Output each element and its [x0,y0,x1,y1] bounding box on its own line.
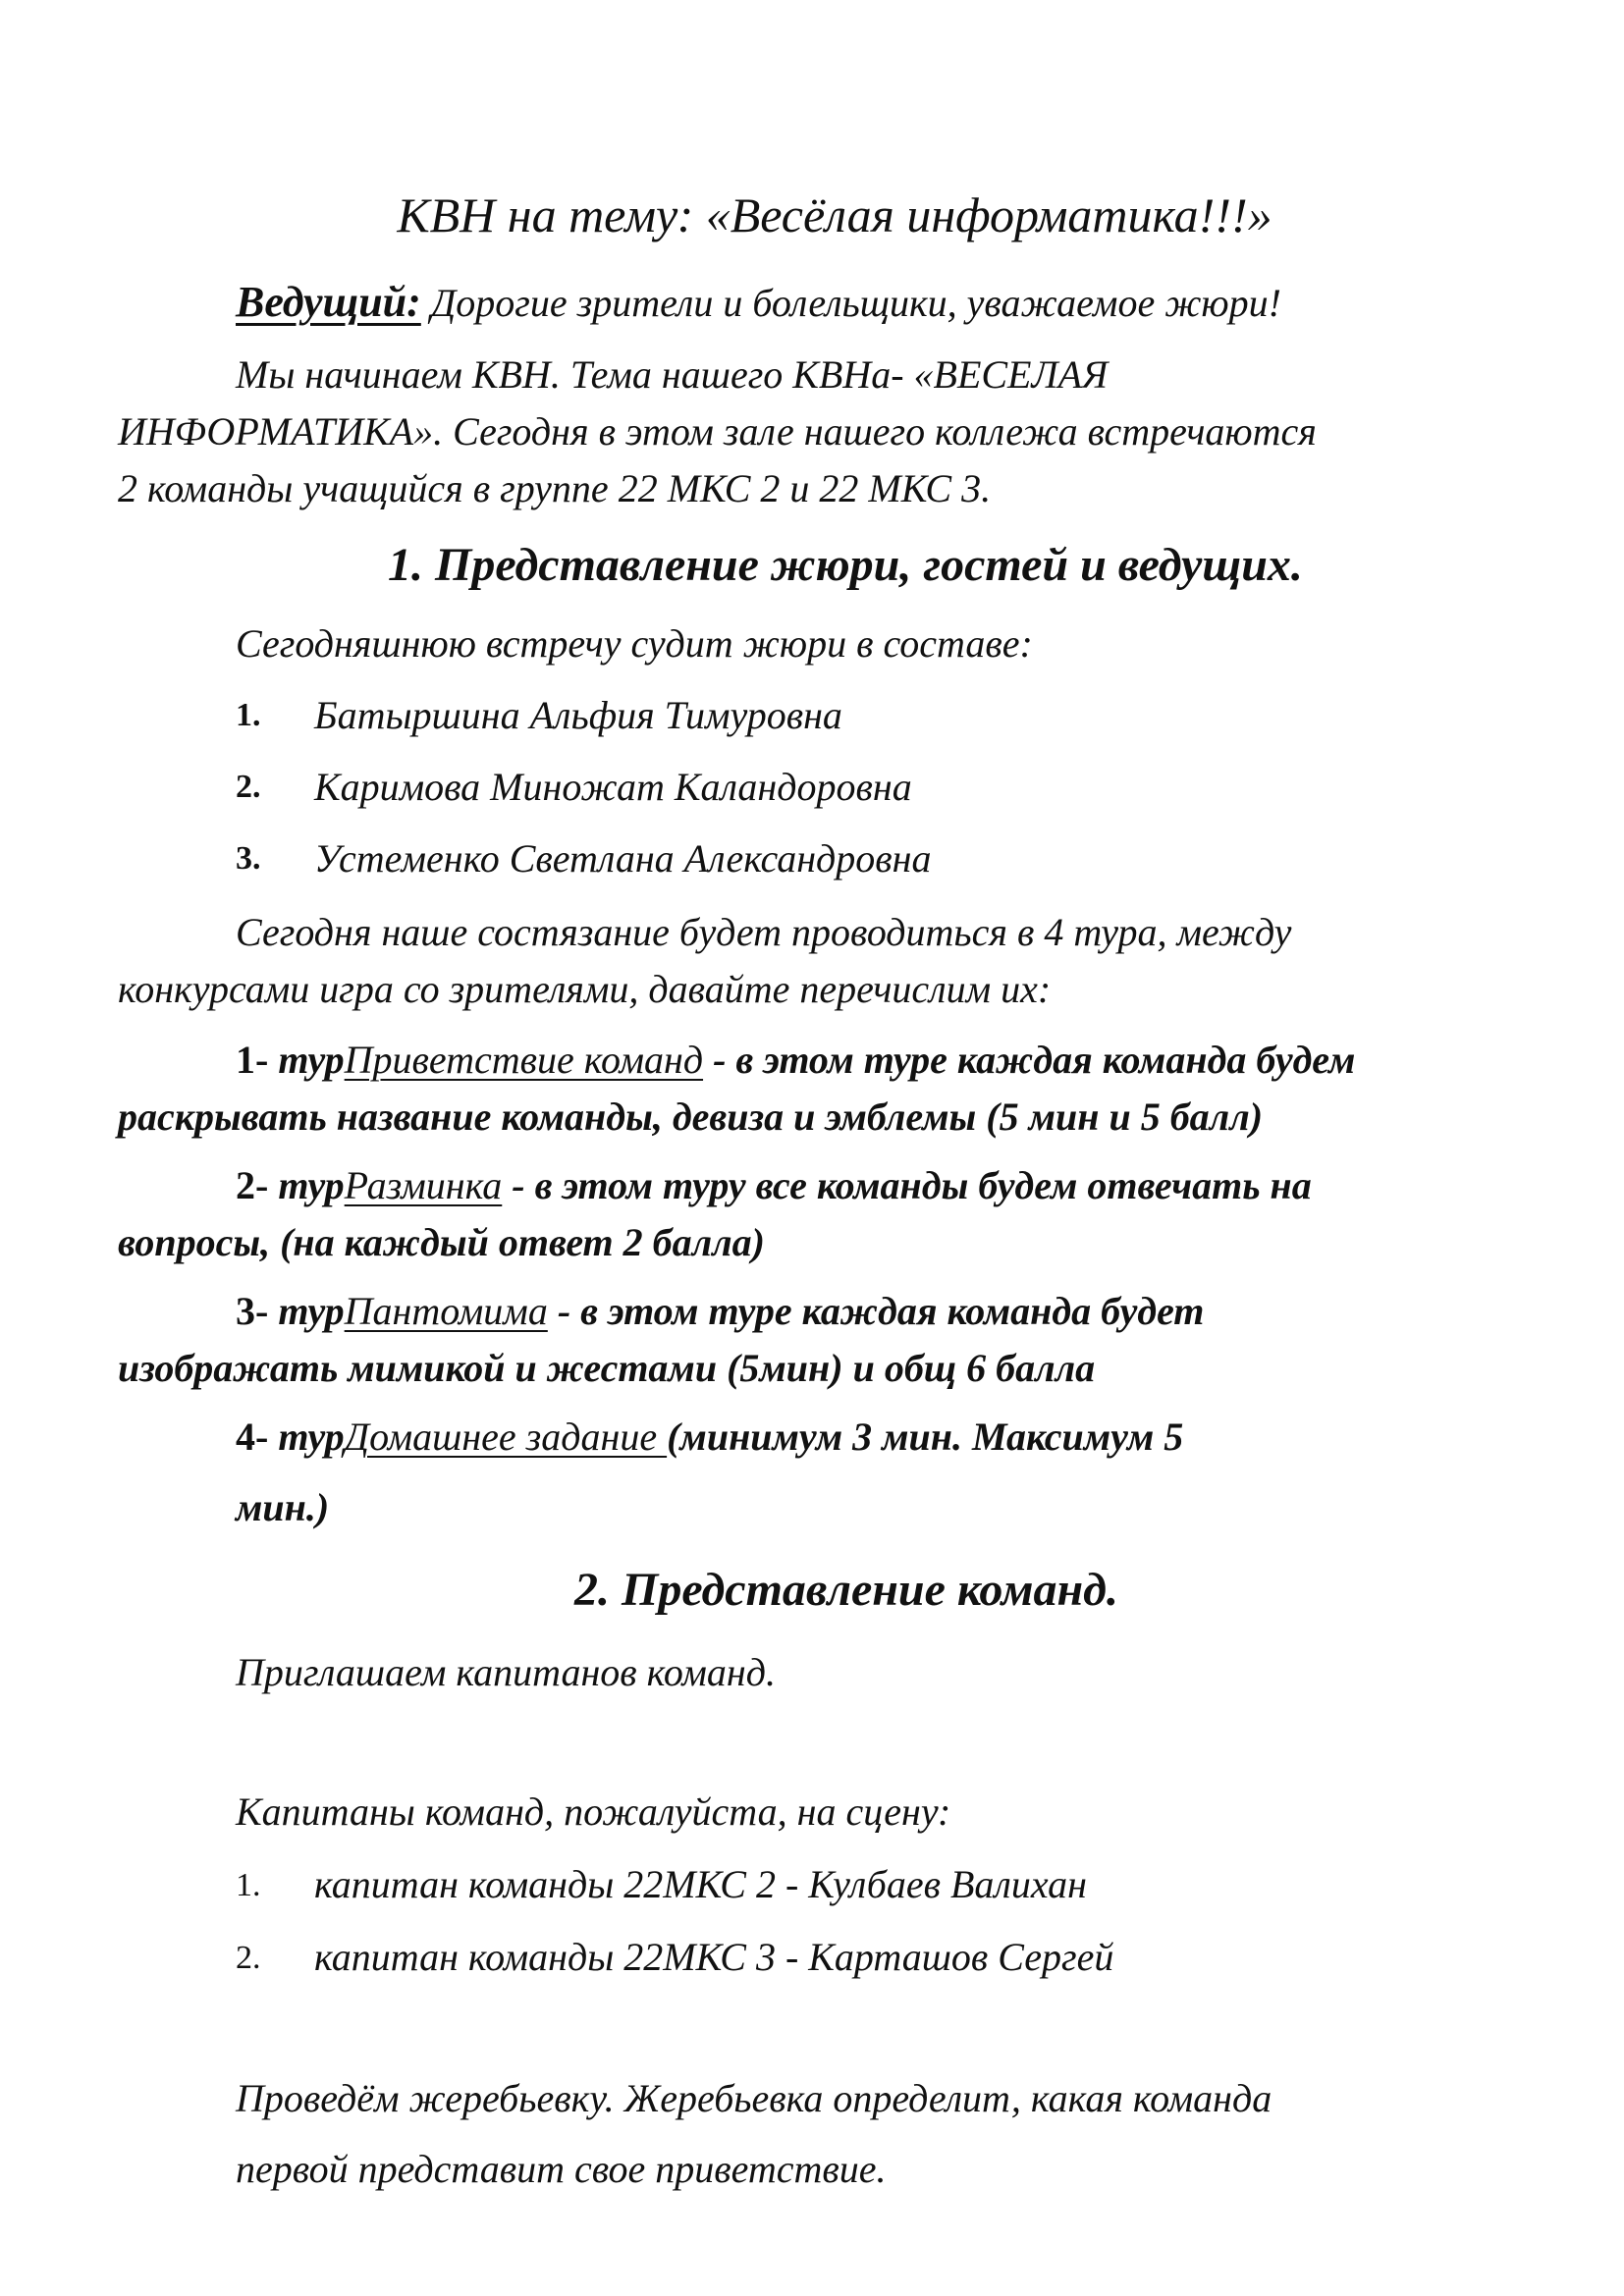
tour-3-desc: - в этом туре каждая команда будет [547,1289,1205,1333]
tour-2-number: 2- [236,1163,269,1207]
host-line [236,277,1281,327]
section-2-heading: 2. Представление команд. [574,1564,1118,1616]
section-1-heading: 1. Представление жюри, гостей и ведущих. [388,539,1303,591]
tour-3-line [236,1288,1204,1334]
tour-4-desc: (минимум 3 мин. Максимум 5 [667,1415,1184,1459]
tour-4-desc-line-2: мин.) [236,1485,330,1529]
tour-3-number: 3- [236,1289,269,1333]
host-label: Ведущий: [236,278,421,326]
tour-3-name: Пантомима [344,1289,548,1333]
captain-line-2: капитан команды 22МКС 3 - Карташов Сергей [314,1935,1114,1979]
tour-2-word: тур [268,1163,345,1207]
intro-line-2: ИНФОРМАТИКА». Сегодня в этом зале нашего коллежа встречаются [118,409,1317,454]
tour-4-line [236,1414,1183,1460]
jury-number-1: 1. [236,697,261,733]
tour-3-desc-line-2: изображать мимикой и жестами (5мин) и общ 6 балла [118,1346,1096,1390]
tours-intro-line-1: Сегодня наше состязание будет проводиться в 4 тура, между [236,910,1292,954]
captains-invite: Приглашаем капитанов команд. [236,1650,776,1694]
tour-2-desc-line-2: вопросы, (на каждый ответ 2 балла) [118,1220,766,1264]
draw-line-1: Проведём жеребьевку. Жеребьевка определит, какая команда [236,2076,1272,2120]
tour-2-name: Разминка [344,1163,503,1207]
jury-number-3: 3. [236,840,261,877]
jury-intro: Сегодняшнюю встречу судит жюри в составе: [236,621,1033,666]
captains-intro: Капитаны команд, пожалуйста, на сцену: [236,1789,951,1834]
intro-line-3: 2 команды учащийся в группе 22 МКС 2 и 22 МКС 3. [118,466,992,510]
intro-line-1: Мы начинаем КВН. Тема нашего КВНа- «ВЕСЕЛАЯ [236,352,1109,397]
captain-line-1: капитан команды 22МКС 2 - Кулбаев Валихан [314,1862,1087,1906]
tour-1-number: 1- [236,1038,269,1082]
tour-1-desc: - в этом туре каждая команда будем [703,1038,1356,1082]
host-greeting: Дорогие зрители и болельщики, уважаемое жюри! [420,281,1281,325]
tour-4-word: тур [268,1415,345,1459]
document-title: КВН на тему: «Весёлая информатика!!!» [397,187,1272,242]
tour-2-line [236,1162,1312,1208]
tour-2-desc: - в этом туру все команды будем отвечать на [502,1163,1312,1207]
jury-name-2: Каримова Миножат Каландоровна [314,765,912,809]
draw-line-2: первой представит свое приветствие. [236,2147,887,2191]
tours-intro-line-2: конкурсами игра со зрителями, давайте перечислим их: [118,967,1052,1011]
tour-4-number: 4- [236,1415,269,1459]
captain-number-1: 1. [236,1867,261,1903]
tour-3-word: тур [268,1289,345,1333]
tour-1-line [236,1037,1355,1083]
tour-1-desc-line-2: раскрывать название команды, девиза и эмблемы (5 мин и 5 балл) [118,1095,1264,1139]
captain-number-2: 2. [236,1940,261,1976]
tour-4-name: Домашнее задание [344,1415,668,1459]
jury-name-1: Батыршина Альфия Тимуровна [314,693,842,737]
tour-1-word: тур [268,1038,345,1082]
jury-name-3: Устеменко Светлана Александровна [314,836,932,881]
jury-number-2: 2. [236,769,261,805]
tour-1-name: Приветствие команд [344,1038,704,1082]
